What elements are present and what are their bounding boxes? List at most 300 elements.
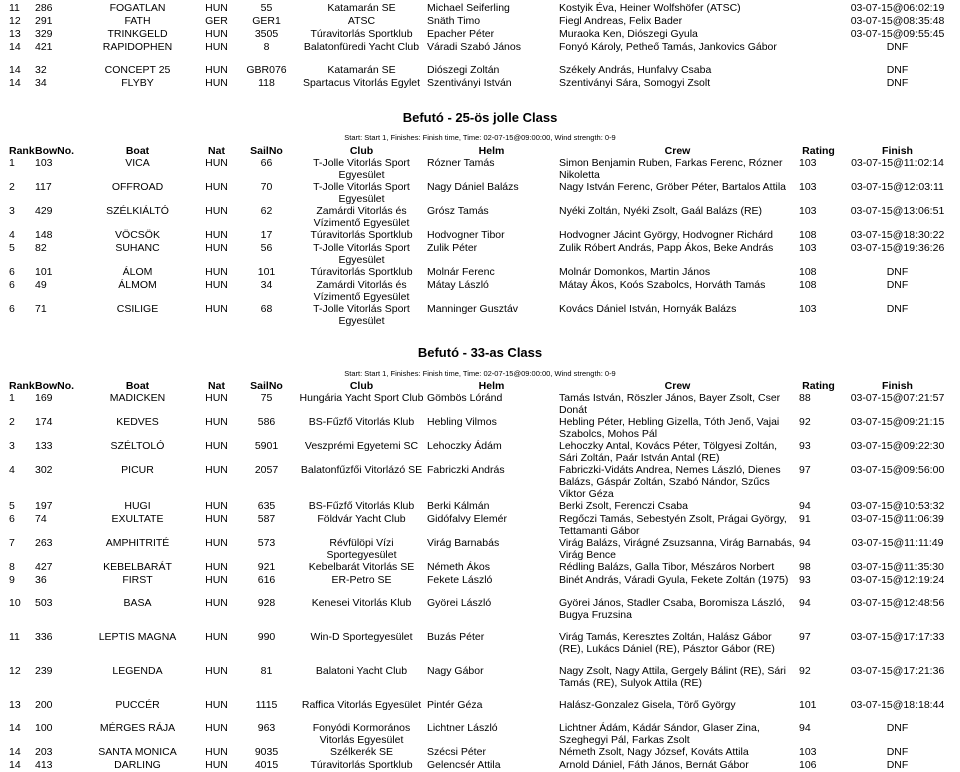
bow-number-cell: 239 <box>35 665 53 677</box>
rank-cell: 12 <box>9 665 21 677</box>
finish-time-cell: DNF <box>886 722 909 734</box>
bow-number-cell: 413 <box>35 759 53 771</box>
table-row <box>6 266 954 279</box>
finish-time-cell: DNF <box>886 303 909 315</box>
table-row <box>6 440 954 464</box>
rating-cell: 103 <box>799 157 817 169</box>
crew-cell: Virág Tamás, Keresztes Zoltán, Halász Gábor (RE), Lukács Dániel (RE), Pásztor Gábor (RE) <box>559 631 775 655</box>
rating-cell: 103 <box>799 242 817 254</box>
finish-time-cell: 03-07-15@09:22:30 <box>850 440 945 452</box>
helm-cell: Buzás Péter <box>427 631 485 643</box>
helm-cell: Németh Ákos <box>427 561 491 573</box>
results-body-25 <box>6 157 954 327</box>
bow-number-cell: 427 <box>35 561 53 573</box>
rank-cell: 4 <box>9 229 15 241</box>
table-row <box>6 655 954 689</box>
crew-cell: Muraoka Ken, Diószegi Gyula <box>559 28 698 40</box>
table-row <box>6 537 954 561</box>
sail-number-cell: 928 <box>257 597 276 609</box>
header-helm: Helm <box>478 380 505 392</box>
bow-number-cell: 336 <box>35 631 53 643</box>
table-row <box>6 561 954 574</box>
rank-cell: 13 <box>9 699 21 711</box>
nationality-cell: HUN <box>205 64 228 76</box>
rating-cell: 108 <box>799 266 817 278</box>
crew-cell: Szentiványi Sára, Somogyi Zsolt <box>559 77 711 89</box>
table-row <box>6 157 954 181</box>
nationality-cell: HUN <box>205 279 228 291</box>
nationality-cell: HUN <box>205 2 228 14</box>
rank-cell: 12 <box>9 15 21 27</box>
helm-cell: Virág Barnabás <box>427 537 500 549</box>
finish-time-cell: 03-07-15@09:21:15 <box>850 416 945 428</box>
boat-name-cell: SUHANC <box>115 242 160 254</box>
nationality-cell: HUN <box>205 303 228 315</box>
sail-number-cell: 4015 <box>254 759 279 771</box>
crew-cell: Virág Balázs, Virágné Zsuzsanna, Virág Barnabás, Virág Bence <box>559 537 795 561</box>
bow-number-cell: 36 <box>35 574 47 586</box>
rank-cell: 5 <box>9 242 15 254</box>
boat-name-cell: LEGENDA <box>112 665 163 677</box>
club-cell: ER-Petro SE <box>331 574 392 586</box>
boat-name-cell: PUCCÉR <box>115 699 160 711</box>
rank-cell: 3 <box>9 440 15 452</box>
nationality-cell: HUN <box>205 464 228 476</box>
club-cell: Kebelbarát Vitorlás SE <box>308 561 415 573</box>
rank-cell: 14 <box>9 41 21 53</box>
section-subtitle: Start: Start 1, Finishes: Finish time, Time: 02-07-15@09:00:00, Wind strength: 0-9 <box>344 133 616 142</box>
section-title: Befutó - 25-ös jolle Class <box>402 110 558 125</box>
rating-cell: 91 <box>799 513 811 525</box>
helm-cell: Gömbös Lóránd <box>427 392 503 404</box>
boat-name-cell: FLYBY <box>121 77 154 89</box>
boat-name-cell: CONCEPT 25 <box>104 64 171 76</box>
rating-cell: 94 <box>799 500 811 512</box>
rating-cell <box>796 41 838 54</box>
bow-number-cell: 291 <box>35 15 53 27</box>
sail-number-cell: 17 <box>260 229 273 241</box>
finish-time-cell: 03-07-15@12:03:11 <box>851 181 944 193</box>
table-row <box>6 464 954 500</box>
rating-cell <box>796 28 838 41</box>
crew-cell: Berki Zsolt, Ferenczi Csaba <box>559 500 688 512</box>
boat-name-cell: FOGATLAN <box>109 2 166 14</box>
header-nat: Nat <box>208 380 225 392</box>
crew-cell: Zulik Róbert András, Papp Ákos, Beke András <box>559 242 774 254</box>
helm-cell: Mátay László <box>427 279 489 291</box>
crew-cell: Rédling Balázs, Galla Tibor, Mészáros Norbert <box>559 561 775 573</box>
helm-cell: Manninger Gusztáv <box>427 303 519 315</box>
rating-cell <box>796 2 838 15</box>
rank-cell: 1 <box>9 392 15 404</box>
club-cell: Túravitorlás Sportklub <box>310 759 413 771</box>
finish-time-cell: 03-07-15@06:02:19 <box>850 2 945 14</box>
helm-cell: Györei László <box>427 597 492 609</box>
nationality-cell: HUN <box>205 392 228 404</box>
header-rating: Rating <box>802 380 835 392</box>
table-row <box>6 15 954 28</box>
crew-cell: Tamás István, Röszler János, Bayer Zsolt, Cser Donát <box>559 392 781 416</box>
sail-number-cell: 586 <box>257 416 276 428</box>
table-row <box>6 28 954 41</box>
helm-cell: Zulik Péter <box>427 242 478 254</box>
nationality-cell: HUN <box>205 722 228 734</box>
rating-cell: 93 <box>799 440 811 452</box>
table-row <box>6 229 954 242</box>
sail-number-cell: 963 <box>257 722 276 734</box>
sail-number-cell: 921 <box>257 561 276 573</box>
sail-number-cell: 75 <box>260 392 273 404</box>
helm-cell: Lehoczky Ádám <box>427 440 502 452</box>
nationality-cell: HUN <box>205 500 228 512</box>
rating-cell: 94 <box>799 722 811 734</box>
finish-time-cell: 03-07-15@18:30:22 <box>850 229 945 241</box>
sail-number-cell: 101 <box>257 266 276 278</box>
boat-name-cell: FATH <box>124 15 151 27</box>
club-cell: Win-D Sportegyesület <box>310 631 413 643</box>
rank-cell: 10 <box>9 597 21 609</box>
helm-cell: Pintér Géza <box>427 699 483 711</box>
finish-time-cell: 03-07-15@11:11:49 <box>851 537 944 549</box>
bow-number-cell: 103 <box>35 157 53 169</box>
table-row <box>6 303 954 327</box>
header-helm: Helm <box>478 145 505 157</box>
crew-cell: Lehoczky Antal, Kovács Péter, Tölgyesi Zoltán, Sári Zoltán, Paár István Antal (RE) <box>559 440 778 464</box>
crew-cell: Binét András, Váradi Gyula, Fekete Zoltán (1975) <box>559 574 789 586</box>
boat-name-cell: SZÉLTOLÓ <box>110 440 165 452</box>
rank-cell: 6 <box>9 266 15 278</box>
rank-cell: 2 <box>9 181 15 193</box>
rank-cell: 14 <box>9 722 21 734</box>
table-row <box>6 392 954 416</box>
finish-time-cell: DNF <box>886 759 909 771</box>
crew-cell: Simon Benjamin Ruben, Farkas Ferenc, Rózner Nikoletta <box>559 157 783 181</box>
nationality-cell: HUN <box>205 597 228 609</box>
table-row <box>6 621 954 655</box>
sail-number-cell: 1115 <box>255 699 278 711</box>
club-cell: Földvár Yacht Club <box>317 513 406 525</box>
rank-cell: 2 <box>9 416 15 428</box>
crew-cell: Hebling Péter, Hebling Gizella, Tóth Jenő, Vajai Szabolcs, Mohos Pál <box>559 416 780 440</box>
boat-name-cell: KEBELBARÁT <box>103 561 172 573</box>
club-cell: BS-Fűzfő Vitorlás Klub <box>308 416 415 428</box>
header-crew: Crew <box>664 380 691 392</box>
table-row <box>6 587 954 621</box>
club-cell: Kenesei Vitorlás Klub <box>311 597 412 609</box>
sail-number-cell: 3505 <box>254 28 279 40</box>
rank-cell: 13 <box>9 28 21 40</box>
bow-number-cell: 169 <box>35 392 53 404</box>
section-title: Befutó - 33-as Class <box>417 345 543 360</box>
nationality-cell: HUN <box>205 561 228 573</box>
bow-number-cell: 74 <box>35 513 47 525</box>
nationality-cell: HUN <box>205 28 228 40</box>
crew-cell: Molnár Domonkos, Martin János <box>559 266 711 278</box>
helm-cell: Nagy Dániel Balázs <box>427 181 519 193</box>
sail-number-cell: 990 <box>257 631 276 643</box>
sail-number-cell: 70 <box>260 181 273 193</box>
finish-time-cell: 03-07-15@17:21:36 <box>850 665 945 677</box>
club-cell: Balatoni Yacht Club <box>315 665 408 677</box>
header-boat: Boat <box>125 145 150 157</box>
sail-number-cell: 573 <box>257 537 276 549</box>
rating-cell: 94 <box>799 537 811 549</box>
helm-cell: Fekete László <box>427 574 493 586</box>
sail-number-cell: 62 <box>260 205 273 217</box>
crew-cell: Fiegl Andreas, Felix Bader <box>559 15 683 27</box>
table-row <box>6 746 954 759</box>
boat-name-cell: KEDVES <box>116 416 159 428</box>
nationality-cell: HUN <box>205 665 228 677</box>
table-row <box>6 181 954 205</box>
boat-name-cell: MADICKEN <box>109 392 166 404</box>
boat-name-cell: TRINKGELD <box>107 28 168 40</box>
finish-time-cell: 03-07-15@12:19:24 <box>850 574 945 586</box>
helm-cell: Váradi Szabó János <box>427 41 521 53</box>
header-rating: Rating <box>802 145 835 157</box>
helm-cell: Szécsi Péter <box>427 746 486 758</box>
sail-number-cell: 66 <box>260 157 273 169</box>
crew-cell: Arnold Dániel, Fáth János, Bernát Gábor <box>559 759 749 771</box>
sail-number-cell: 34 <box>260 279 273 291</box>
helm-cell: Berki Kálmán <box>427 500 490 512</box>
rating-cell: 103 <box>799 205 817 217</box>
crew-cell: Németh Zsolt, Nagy József, Kováts Attila <box>559 746 749 758</box>
sail-number-cell: GER1 <box>252 15 281 27</box>
boat-name-cell: LEPTIS MAGNA <box>98 631 177 643</box>
nationality-cell: HUN <box>205 41 228 53</box>
helm-cell: Michael Seiferling <box>427 2 510 14</box>
table-row <box>6 416 954 440</box>
helm-cell: Gidófalvy Elemér <box>427 513 507 525</box>
nationality-cell: HUN <box>205 574 228 586</box>
club-cell: Zamárdi Vitorlás és Vízimentő Egyesület <box>313 205 410 229</box>
header-club: Club <box>349 145 374 157</box>
boat-name-cell: PICUR <box>121 464 154 476</box>
header-boat: Boat <box>125 380 150 392</box>
rank-cell: 6 <box>9 513 15 525</box>
bow-number-cell: 71 <box>35 303 47 315</box>
rating-cell: 97 <box>799 464 811 476</box>
helm-cell: Diószegi Zoltán <box>427 64 500 76</box>
table-row <box>6 574 954 587</box>
club-cell: Balatonfüredi Yacht Club <box>303 41 420 53</box>
boat-name-cell: DARLING <box>114 759 161 771</box>
finish-time-cell: DNF <box>886 64 909 76</box>
rank-cell: 14 <box>9 64 21 76</box>
bow-number-cell: 286 <box>35 2 53 14</box>
sail-number-cell: 5901 <box>254 440 279 452</box>
crew-cell: Nagy István Ferenc, Gröber Péter, Bartalos Attila <box>559 181 787 193</box>
helm-cell: Epacher Péter <box>427 28 495 40</box>
rank-cell: 5 <box>9 500 15 512</box>
crew-cell: Nyéki Zoltán, Nyéki Zsolt, Gaál Balázs (RE) <box>559 205 763 217</box>
table-row <box>6 2 954 15</box>
crew-cell: Fonyó Károly, Petheő Tamás, Jankovics Gábor <box>559 41 777 53</box>
club-cell: T-Jolle Vitorlás Sport Egyesület <box>313 303 410 327</box>
helm-cell: Nagy Gábor <box>427 665 484 677</box>
rank-cell: 9 <box>9 574 15 586</box>
helm-cell: Snäth Timo <box>427 15 481 27</box>
bow-number-cell: 82 <box>35 242 47 254</box>
table-row <box>6 242 954 266</box>
table-row <box>6 41 954 54</box>
bow-number-cell: 503 <box>35 597 53 609</box>
nationality-cell: HUN <box>205 77 228 89</box>
header-sailno: SailNo <box>250 380 283 392</box>
rating-cell: 93 <box>799 574 811 586</box>
rank-cell: 11 <box>9 631 20 643</box>
sail-number-cell: GBR076 <box>246 64 287 76</box>
sail-number-cell: 9035 <box>254 746 279 758</box>
finish-time-cell: DNF <box>886 41 909 53</box>
club-cell: Fonyódi Kormorános Vitorlás Egyesület <box>312 722 411 746</box>
nationality-cell: GER <box>205 15 228 27</box>
top-results-table <box>6 2 954 90</box>
finish-time-cell: 03-07-15@19:36:26 <box>850 242 945 254</box>
bow-number-cell: 148 <box>35 229 53 241</box>
sail-number-cell: 616 <box>257 574 276 586</box>
header-finish: Finish <box>882 380 913 392</box>
boat-name-cell: AMPHITRITÉ <box>105 537 170 549</box>
rating-cell: 108 <box>799 279 817 291</box>
rating-cell: 103 <box>799 303 817 315</box>
results-body-33 <box>6 392 954 772</box>
header-club: Club <box>349 380 374 392</box>
rank-cell: 3 <box>9 205 15 217</box>
crew-cell: Nagy Zsolt, Nagy Attila, Gergely Bálint (RE), Sári Tamás (RE), Sulyok Attila (RE) <box>559 665 786 689</box>
rank-cell: 6 <box>9 303 15 315</box>
header-nat: Nat <box>208 145 225 157</box>
results-table-25 <box>6 145 954 327</box>
finish-time-cell: DNF <box>886 266 909 278</box>
finish-time-cell: 03-07-15@13:06:51 <box>850 205 945 217</box>
crew-cell: Hodvogner Jácint György, Hodvogner Richárd <box>559 229 773 241</box>
rating-cell: 92 <box>799 665 811 677</box>
nationality-cell: HUN <box>205 205 228 217</box>
sail-number-cell: 118 <box>258 77 275 89</box>
helm-cell: Lichtner László <box>427 722 498 734</box>
nationality-cell: HUN <box>205 440 228 452</box>
bow-number-cell: 200 <box>35 699 53 711</box>
crew-cell: Lichtner Ádám, Kádár Sándor, Glaser Zina, Szeghegyi Pál, Farkas Zsolt <box>559 722 760 746</box>
rank-cell: 1 <box>9 157 15 169</box>
finish-time-cell: 03-07-15@12:48:56 <box>850 597 945 609</box>
header-bowno: BowNo. <box>35 380 75 392</box>
sail-number-cell: 81 <box>260 665 273 677</box>
nationality-cell: HUN <box>205 746 228 758</box>
top-results-body <box>6 2 954 90</box>
club-cell: Raffica Vitorlás Egyesület <box>301 699 422 711</box>
club-cell: Szélkerék SE <box>329 746 394 758</box>
boat-name-cell: CSILIGE <box>116 303 159 315</box>
bow-number-cell: 32 <box>35 64 47 76</box>
helm-cell: Fabriczki András <box>427 464 505 476</box>
header-row <box>6 380 954 392</box>
rating-cell: 88 <box>799 392 811 404</box>
helm-cell: Hebling Vilmos <box>427 416 497 428</box>
helm-cell: Molnár Ferenc <box>427 266 495 278</box>
rating-cell <box>796 15 838 28</box>
finish-time-cell: DNF <box>886 77 909 89</box>
table-row <box>6 205 954 229</box>
sail-number-cell: 587 <box>257 513 276 525</box>
header-sailno: SailNo <box>250 145 283 157</box>
boat-name-cell: OFFROAD <box>111 181 164 193</box>
finish-time-cell: DNF <box>886 279 909 291</box>
bow-number-cell: 203 <box>35 746 53 758</box>
bow-number-cell: 117 <box>35 181 52 193</box>
helm-cell: Gelencsér Attila <box>427 759 501 771</box>
bow-number-cell: 133 <box>35 440 53 452</box>
boat-name-cell: VICA <box>125 157 150 169</box>
boat-name-cell: BASA <box>123 597 152 609</box>
bow-number-cell: 302 <box>35 464 53 476</box>
club-cell: Balatonfűzfői Vitorlázó SE <box>300 464 423 476</box>
finish-time-cell: 03-07-15@17:17:33 <box>850 631 945 643</box>
rank-cell: 14 <box>9 746 21 758</box>
section-subtitle: Start: Start 1, Finishes: Finish time, Time: 02-07-15@09:00:00, Wind strength: 0-9 <box>344 369 616 378</box>
rating-cell: 97 <box>799 631 811 643</box>
nationality-cell: HUN <box>205 759 228 771</box>
rating-cell: 98 <box>799 561 811 573</box>
table-row <box>6 513 954 537</box>
nationality-cell: HUN <box>205 242 228 254</box>
nationality-cell: HUN <box>205 157 228 169</box>
rating-cell: 103 <box>799 746 817 758</box>
table-row <box>6 500 954 513</box>
header-rank: Rank <box>9 145 35 157</box>
boat-name-cell: RAPIDOPHEN <box>102 41 173 53</box>
club-cell: Túravitorlás Sportklub <box>310 28 413 40</box>
nationality-cell: HUN <box>205 416 228 428</box>
boat-name-cell: VÖCSÖK <box>115 229 160 241</box>
boat-name-cell: HUGI <box>124 500 151 512</box>
crew-cell: Fabriczki-Vidáts Andrea, Nemes László, Dienes Balázs, Gáspár Zoltán, Szabó Nándor, Szűcs Viktor Géza <box>559 464 781 500</box>
crew-cell: Kostyik Éva, Heiner Wolfshöfer (ATSC) <box>559 2 741 14</box>
table-row <box>6 54 954 77</box>
helm-cell: Grósz Tamás <box>427 205 489 217</box>
bow-number-cell: 49 <box>35 279 47 291</box>
nationality-cell: HUN <box>205 631 228 643</box>
crew-cell: Regőczi Tamás, Sebestyén Zsolt, Prágai György, Tettamanti Gábor <box>559 513 787 537</box>
finish-time-cell: 03-07-15@08:35:48 <box>850 15 945 27</box>
table-row <box>6 759 954 772</box>
helm-cell: Rózner Tamás <box>427 157 495 169</box>
nationality-cell: HUN <box>205 699 228 711</box>
table-row <box>6 712 954 746</box>
bow-number-cell: 101 <box>35 266 53 278</box>
finish-time-cell: 03-07-15@10:53:32 <box>850 500 945 512</box>
nationality-cell: HUN <box>205 229 228 241</box>
boat-name-cell: SANTA MONICA <box>98 746 177 758</box>
sail-number-cell: 8 <box>263 41 270 53</box>
sail-number-cell: 635 <box>257 500 276 512</box>
club-cell: Túravitorlás Sportklub <box>310 229 413 241</box>
club-cell: T-Jolle Vitorlás Sport Egyesület <box>313 157 410 181</box>
sail-number-cell: 2057 <box>254 464 279 476</box>
club-cell: T-Jolle Vitorlás Sport Egyesület <box>313 242 410 266</box>
boat-name-cell: ÁLMOM <box>118 279 157 291</box>
table-row <box>6 279 954 303</box>
helm-cell: Szentiványi István <box>427 77 512 89</box>
finish-time-cell: 03-07-15@11:35:30 <box>851 561 944 573</box>
boat-name-cell: MÉRGES RÁJA <box>99 722 176 734</box>
rank-cell: 4 <box>9 464 15 476</box>
header-rank: Rank <box>9 380 35 392</box>
nationality-cell: HUN <box>205 266 228 278</box>
club-cell: Spartacus Vitorlás Egylet <box>302 77 421 89</box>
